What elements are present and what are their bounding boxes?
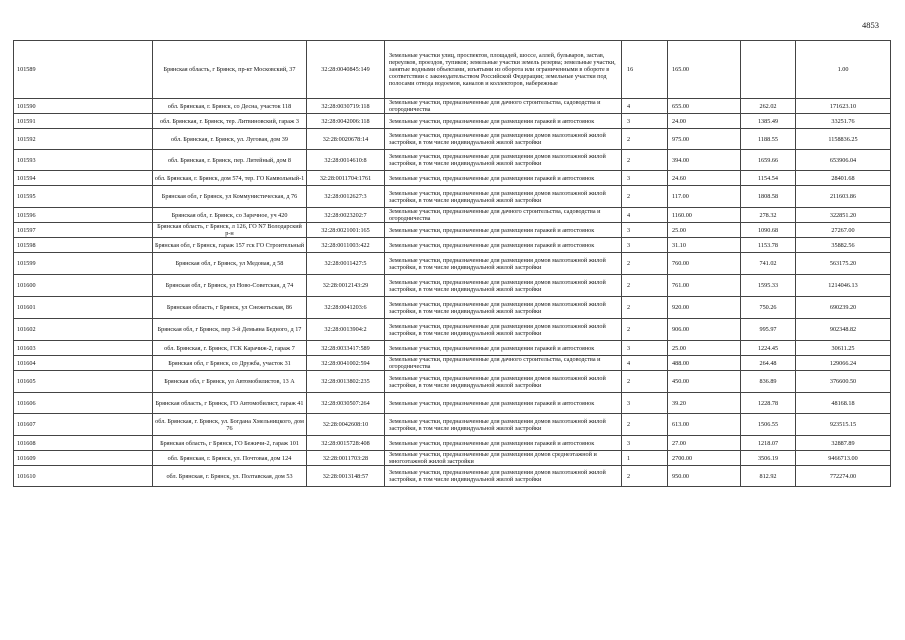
cadastral-number-cell: 32:28:0020678:14: [307, 129, 385, 150]
land-use-cell: Земельные участки, предназначенные для размещения гаражей и автостоянок: [385, 393, 622, 414]
cadastral-value-cell: 33251.76: [796, 114, 891, 129]
cadastral-number-cell: 32:28:0014610:8: [307, 150, 385, 171]
cadastral-number-cell: 32:28:0040845:149: [307, 41, 385, 99]
specific-value-cell: 1090.68: [741, 223, 796, 238]
land-use-cell: Земельные участки, предназначенные для размещения гаражей и автостоянок: [385, 171, 622, 186]
cadastral-value-cell: 48168.18: [796, 393, 891, 414]
row-id: 101610: [14, 466, 153, 487]
group-cell: 4: [622, 356, 668, 371]
address-cell: Брянская обл, г Брянск, пер 3-й Демьяна Бедного, д 17: [153, 319, 307, 341]
address-cell: обл. Брянская, г. Брянск, ул. Богдана Хмельницкого, дом 76: [153, 414, 307, 436]
group-cell: 3: [622, 238, 668, 253]
row-id: 101606: [14, 393, 153, 414]
row-id: 101591: [14, 114, 153, 129]
row-id: 101594: [14, 171, 153, 186]
cadastral-number-cell: 32:28:0021001:165: [307, 223, 385, 238]
cadastral-number-cell: 32:28:0023202:7: [307, 208, 385, 223]
area-cell: 25.00: [668, 341, 741, 356]
area-cell: 24.60: [668, 171, 741, 186]
address-cell: обл. Брянская, г. Брянск, ул. Полтавская, дом 53: [153, 466, 307, 487]
cadastral-value-cell: 30611.25: [796, 341, 891, 356]
group-cell: 3: [622, 436, 668, 451]
table-row: [14, 129, 891, 150]
land-use-cell: Земельные участки, предназначенные для размещения гаражей и автостоянок: [385, 238, 622, 253]
group-cell: 2: [622, 129, 668, 150]
land-use-cell: Земельные участки, предназначенные для размещения домов малоэтажной жилой застройки, в том числе индивидуальной жилой застройки: [385, 371, 622, 393]
address-cell: Брянская область, г Брянск, ул Снежетьская, 86: [153, 297, 307, 319]
row-id: 101609: [14, 451, 153, 466]
land-use-cell: Земельные участки, предназначенные для дачного строительства, садоводства и огородничества: [385, 356, 622, 371]
cadastral-number-cell: 32:28:0011003:422: [307, 238, 385, 253]
group-cell: 3: [622, 341, 668, 356]
cadastral-number-cell: 32:28:0011703:28: [307, 451, 385, 466]
table-row: [14, 99, 891, 114]
address-cell: Брянская обл, г Брянск, ул Коммунистическая, д 76: [153, 186, 307, 208]
row-id: 101592: [14, 129, 153, 150]
table-row: [14, 319, 891, 341]
land-use-cell: Земельные участки, предназначенные для размещения домов малоэтажной жилой застройки, в том числе индивидуальной жилой застройки: [385, 150, 622, 171]
land-use-cell: Земельные участки, предназначенные для размещения домов малоэтажной жилой застройки, в том числе индивидуальной жилой застройки: [385, 129, 622, 150]
land-use-cell: Земельные участки, предназначенные для размещения гаражей и автостоянок: [385, 114, 622, 129]
specific-value-cell: 1228.78: [741, 393, 796, 414]
specific-value-cell: 1153.78: [741, 238, 796, 253]
row-id: 101593: [14, 150, 153, 171]
cadastral-number-cell: 32:28:0030719:118: [307, 99, 385, 114]
area-cell: 760.00: [668, 253, 741, 275]
row-id: 101602: [14, 319, 153, 341]
group-cell: 3: [622, 223, 668, 238]
cadastral-value-cell: 27267.00: [796, 223, 891, 238]
row-id: 101608: [14, 436, 153, 451]
land-use-cell: Земельные участки, предназначенные для размещения домов малоэтажной жилой застройки, в том числе индивидуальной жилой застройки: [385, 275, 622, 297]
specific-value-cell: 1659.66: [741, 150, 796, 171]
cadastral-number-cell: 32:28:0012627:3: [307, 186, 385, 208]
address-cell: Брянская область, г Брянск, пр-кт Московский, 37: [153, 41, 307, 99]
cadastral-value-cell: 902348.82: [796, 319, 891, 341]
cadastral-value-cell: 923515.15: [796, 414, 891, 436]
group-cell: 2: [622, 253, 668, 275]
cadastral-value-cell: 376600.50: [796, 371, 891, 393]
address-cell: Брянская область, г Брянск, ГО Автомобилист, гараж 41: [153, 393, 307, 414]
row-id: 101600: [14, 275, 153, 297]
specific-value-cell: 1385.49: [741, 114, 796, 129]
table-row: [14, 451, 891, 466]
land-use-cell: Земельные участки, предназначенные для размещения домов малоэтажной жилой застройки, в том числе индивидуальной жилой застройки: [385, 466, 622, 487]
row-id: 101603: [14, 341, 153, 356]
row-id: 101605: [14, 371, 153, 393]
area-cell: 394.00: [668, 150, 741, 171]
cadastral-value-cell: 129066.24: [796, 356, 891, 371]
cadastral-number-cell: 32:28:0013148:57: [307, 466, 385, 487]
area-cell: 975.00: [668, 129, 741, 150]
row-id: 101590: [14, 99, 153, 114]
cadastral-value-cell: 1.00: [796, 41, 891, 99]
specific-value-cell: 750.26: [741, 297, 796, 319]
specific-value-cell: 1188.55: [741, 129, 796, 150]
table-row: [14, 341, 891, 356]
table-row: [14, 275, 891, 297]
row-id: 101599: [14, 253, 153, 275]
table-row: [14, 238, 891, 253]
address-cell: Брянская обл, г Брянск, ул Медовая, д 58: [153, 253, 307, 275]
cadastral-value-cell: 1214046.13: [796, 275, 891, 297]
area-cell: 117.00: [668, 186, 741, 208]
area-cell: 950.00: [668, 466, 741, 487]
group-cell: 3: [622, 171, 668, 186]
address-cell: обл. Брянская, г. Брянск, тер. Литвиновский, гараж 3: [153, 114, 307, 129]
address-cell: Брянская обл, г. Брянск, со Заречное, уч 420: [153, 208, 307, 223]
area-cell: 920.00: [668, 297, 741, 319]
cadastral-value-cell: 1158836.25: [796, 129, 891, 150]
area-cell: 27.00: [668, 436, 741, 451]
area-cell: 31.10: [668, 238, 741, 253]
cadastral-number-cell: 32:28:0030507:264: [307, 393, 385, 414]
group-cell: 3: [622, 393, 668, 414]
specific-value-cell: 1595.33: [741, 275, 796, 297]
cadastral-number-cell: 32:28:0015728:408: [307, 436, 385, 451]
row-id: 101596: [14, 208, 153, 223]
address-cell: Брянская обл, г Брянск, ул Автомобилистов, 13 А: [153, 371, 307, 393]
page-number: 4853: [862, 20, 879, 30]
group-cell: 2: [622, 371, 668, 393]
area-cell: 165.00: [668, 41, 741, 99]
area-cell: 906.00: [668, 319, 741, 341]
land-use-cell: Земельные участки, предназначенные для дачного строительства, садоводства и огородничества: [385, 208, 622, 223]
area-cell: 24.00: [668, 114, 741, 129]
group-cell: 2: [622, 414, 668, 436]
specific-value-cell: 812.92: [741, 466, 796, 487]
specific-value-cell: 1224.45: [741, 341, 796, 356]
table-row: [14, 150, 891, 171]
group-cell: 2: [622, 275, 668, 297]
land-use-cell: Земельные участки, предназначенные для дачного строительства, садоводства и огородничества: [385, 99, 622, 114]
row-id: 101604: [14, 356, 153, 371]
specific-value-cell: 278.32: [741, 208, 796, 223]
table-row: [14, 393, 891, 414]
table-row: [14, 114, 891, 129]
row-id: 101595: [14, 186, 153, 208]
group-cell: 2: [622, 297, 668, 319]
land-use-cell: Земельные участки, предназначенные для размещения гаражей и автостоянок: [385, 223, 622, 238]
cadastral-value-cell: 171623.10: [796, 99, 891, 114]
address-cell: обл. Брянская, г. Брянск, ГСК Карачиж-2, гараж 7: [153, 341, 307, 356]
group-cell: 2: [622, 466, 668, 487]
row-id: 101601: [14, 297, 153, 319]
row-id: 101598: [14, 238, 153, 253]
area-cell: 25.00: [668, 223, 741, 238]
address-cell: Брянская область, г Брянск, ГО Бежичи-2, гараж 101: [153, 436, 307, 451]
cadastral-value-cell: 35882.56: [796, 238, 891, 253]
cadastral-value-cell: 772274.00: [796, 466, 891, 487]
address-cell: обл. Брянская, г. Брянск, пер. Литейный, дом 8: [153, 150, 307, 171]
land-use-cell: Земельные участки, предназначенные для размещения домов среднеэтажной и многоэтажной жилой застройки: [385, 451, 622, 466]
row-id: 101597: [14, 223, 153, 238]
group-cell: 2: [622, 186, 668, 208]
cadastral-number-cell: 32:28:0013904:2: [307, 319, 385, 341]
specific-value-cell: 264.48: [741, 356, 796, 371]
area-cell: 761.00: [668, 275, 741, 297]
specific-value-cell: 1218.07: [741, 436, 796, 451]
table-row: [14, 41, 891, 99]
specific-value-cell: 3506.19: [741, 451, 796, 466]
land-use-cell: Земельные участки, предназначенные для размещения домов малоэтажной жилой застройки, в том числе индивидуальной жилой застройки: [385, 414, 622, 436]
address-cell: обл. Брянская, г. Брянск, ул. Луговая, дом 39: [153, 129, 307, 150]
cadastral-value-cell: 32887.89: [796, 436, 891, 451]
address-cell: обл. Брянская, г. Брянск, со Десна, участок 118: [153, 99, 307, 114]
address-cell: Брянская обл, г Брянск, со Дружба, участок 31: [153, 356, 307, 371]
cadastral-value-cell: 211603.86: [796, 186, 891, 208]
land-use-cell: Земельные участки, предназначенные для размещения домов малоэтажной жилой застройки, в том числе индивидуальной жилой застройки: [385, 253, 622, 275]
cadastral-value-cell: 653906.04: [796, 150, 891, 171]
group-cell: 3: [622, 114, 668, 129]
cadastral-number-cell: 32:28:0011427:5: [307, 253, 385, 275]
land-use-cell: Земельные участки, предназначенные для размещения домов малоэтажной жилой застройки, в том числе индивидуальной жилой застройки: [385, 319, 622, 341]
table-row: [14, 223, 891, 238]
table-row: [14, 253, 891, 275]
cadastral-value-cell: 322851.20: [796, 208, 891, 223]
cadastral-number-cell: 32:28:0041203:6: [307, 297, 385, 319]
table-row: [14, 436, 891, 451]
land-use-cell: Земельные участки, предназначенные для размещения гаражей и автостоянок: [385, 436, 622, 451]
table-row: [14, 466, 891, 487]
specific-value-cell: 262.02: [741, 99, 796, 114]
cadastral-value-cell: 28401.68: [796, 171, 891, 186]
cadastral-value-cell: 690239.20: [796, 297, 891, 319]
group-cell: 2: [622, 150, 668, 171]
specific-value-cell: 1154.54: [741, 171, 796, 186]
address-cell: Брянская обл, г Брянск, ул Ново-Советская, д 74: [153, 275, 307, 297]
cadastral-value-table: [13, 40, 891, 487]
group-cell: 16: [622, 41, 668, 99]
address-cell: Брянская область, г Брянск, л 126, ГО N7 Володарский р-н: [153, 223, 307, 238]
area-cell: 39.20: [668, 393, 741, 414]
area-cell: 1160.00: [668, 208, 741, 223]
cadastral-number-cell: 32:28:0042006:118: [307, 114, 385, 129]
table-row: [14, 208, 891, 223]
table-row: [14, 414, 891, 436]
table-row: [14, 186, 891, 208]
table-row: [14, 297, 891, 319]
specific-value-cell: 1506.55: [741, 414, 796, 436]
land-use-cell: Земельные участки, предназначенные для размещения домов малоэтажной жилой застройки, в том числе индивидуальной жилой застройки: [385, 297, 622, 319]
cadastral-number-cell: 32:28:0042608:10: [307, 414, 385, 436]
specific-value-cell: 741.02: [741, 253, 796, 275]
area-cell: 2700.00: [668, 451, 741, 466]
area-cell: 613.00: [668, 414, 741, 436]
table-row: [14, 371, 891, 393]
land-use-cell: Земельные участки улиц, проспектов, площадей, шоссе, аллей, бульваров, застав, переулков, проездов, тупиков; земельные участки земель резерва; земельные участки, занятые водными объектами, изъятыми из оборота или ограниченными в обороте в соответствии с законодательством Российской Федерации; земельные участки под полосами отвода водоемов, каналов и коллекторов, набережные: [385, 41, 622, 99]
row-id: 101607: [14, 414, 153, 436]
cadastral-number-cell: 32:28:0013802:235: [307, 371, 385, 393]
cadastral-number-cell: 32:28:0033417:589: [307, 341, 385, 356]
table-row: [14, 356, 891, 371]
cadastral-value-cell: 563175.20: [796, 253, 891, 275]
area-cell: 655.00: [668, 99, 741, 114]
group-cell: 4: [622, 99, 668, 114]
cadastral-number-cell: 32:28:0012143:29: [307, 275, 385, 297]
land-use-cell: Земельные участки, предназначенные для размещения гаражей и автостоянок: [385, 341, 622, 356]
specific-value-cell: 995.97: [741, 319, 796, 341]
specific-value-cell: 836.89: [741, 371, 796, 393]
group-cell: 1: [622, 451, 668, 466]
address-cell: Брянская обл, г Брянск, гараж 157 гск ГО Строительный: [153, 238, 307, 253]
cadastral-number-cell: 32:28:0011704:1761: [307, 171, 385, 186]
address-cell: обл. Брянская, г. Брянск, дом 574, тер. ГО Камвольный-1: [153, 171, 307, 186]
cadastral-number-cell: 32:28:0041002:594: [307, 356, 385, 371]
cadastral-value-cell: 9466713.00: [796, 451, 891, 466]
area-cell: 488.00: [668, 356, 741, 371]
specific-value-cell: 1808.58: [741, 186, 796, 208]
group-cell: 4: [622, 208, 668, 223]
row-id: 101589: [14, 41, 153, 99]
address-cell: обл. Брянская, г. Брянск, ул. Почтовая, дом 124: [153, 451, 307, 466]
area-cell: 450.00: [668, 371, 741, 393]
group-cell: 2: [622, 319, 668, 341]
table-row: [14, 171, 891, 186]
specific-value-cell: [741, 41, 796, 99]
land-use-cell: Земельные участки, предназначенные для размещения домов малоэтажной жилой застройки, в том числе индивидуальной жилой застройки: [385, 186, 622, 208]
